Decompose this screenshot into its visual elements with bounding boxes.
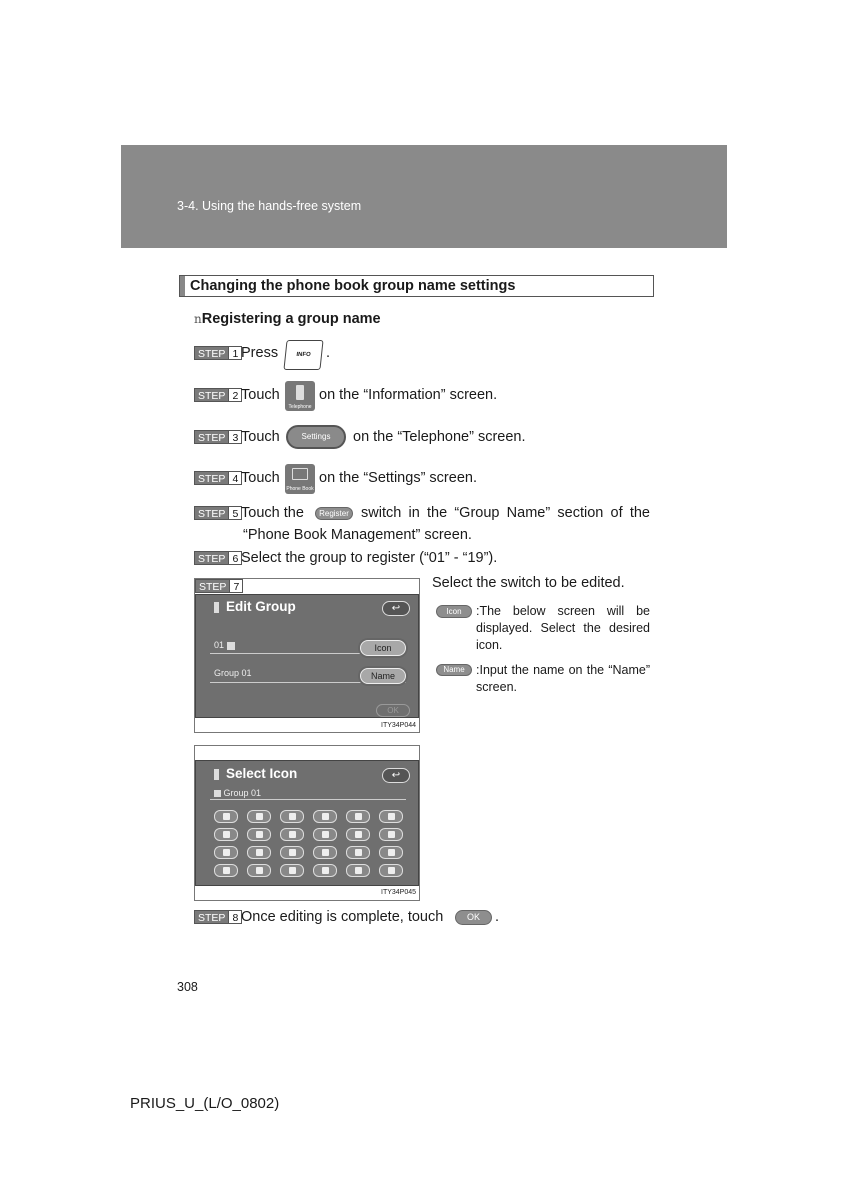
group-icon-option	[280, 864, 304, 877]
group-icon	[388, 813, 395, 820]
group-icon-option	[346, 810, 370, 823]
group-icon-option	[313, 810, 337, 823]
group-icon-option	[247, 846, 271, 859]
step-7-intro: Select the switch to be edited.	[432, 575, 625, 591]
step-8-text-post: .	[495, 909, 500, 925]
bullet-icon: n	[194, 312, 202, 326]
group-icon	[256, 867, 263, 874]
group-number-text: 01	[214, 640, 225, 650]
step-label: STEP	[194, 551, 229, 565]
phone-icon	[214, 602, 219, 613]
group-icon	[289, 831, 296, 838]
step-4-tag	[194, 471, 242, 485]
telephone-icon	[285, 381, 315, 411]
group-icon-option	[379, 864, 403, 877]
step-1-text-pre: Press	[241, 345, 279, 361]
page-number: 308	[177, 980, 198, 994]
step-5-tag	[194, 506, 242, 520]
edit-group-figure	[194, 578, 420, 733]
group-icon	[223, 813, 230, 820]
back-button: ↩	[382, 601, 410, 616]
chapter-heading: 3-4. Using the hands-free system	[177, 199, 362, 213]
name-description: :Input the name on the “Name” screen.	[476, 663, 650, 694]
group-icon	[223, 867, 230, 874]
footer-code: PRIUS_U_(L/O_0802)	[130, 1095, 280, 1112]
step-number: 7	[230, 579, 243, 593]
info-key-icon	[283, 340, 323, 370]
step-3-text-post: on the “Telephone” screen.	[353, 429, 526, 445]
step-5-text-pre: Touch the	[241, 505, 304, 521]
group-icon	[256, 813, 263, 820]
group-label-text: Group 01	[223, 788, 262, 798]
group-icon	[289, 849, 296, 856]
step-2-text-pre: Touch	[241, 387, 280, 403]
group-icon-option	[313, 828, 337, 841]
step-5-text-cont: “Phone Book Management” screen.	[243, 527, 472, 543]
subheading	[194, 311, 381, 327]
group-icon	[227, 642, 235, 650]
step-7-tag	[195, 579, 243, 593]
group-icon-option	[313, 846, 337, 859]
step-label: STEP	[194, 471, 229, 485]
group-icon-option	[313, 864, 337, 877]
select-icon-figure	[194, 745, 420, 901]
divider	[210, 799, 406, 800]
group-icon-option	[214, 846, 238, 859]
group-icon	[223, 849, 230, 856]
register-button-icon: Register	[315, 507, 353, 520]
group-icon-option	[379, 828, 403, 841]
group-icon	[322, 831, 329, 838]
step-label: STEP	[194, 430, 229, 444]
telephone-icon-caption: Telephone	[288, 404, 312, 410]
group-icon-option	[346, 846, 370, 859]
group-icon	[355, 849, 362, 856]
step-number: 4	[229, 471, 242, 485]
step-number: 6	[229, 551, 242, 565]
step-5-text-post: switch in the “Group Name” section of the	[361, 505, 650, 521]
step-number: 8	[229, 910, 242, 924]
step-6-text: Select the group to register (“01” - “19”).	[241, 550, 498, 566]
section-title	[179, 275, 654, 297]
ok-button: OK	[376, 704, 410, 717]
icon-button: Icon	[360, 640, 406, 656]
book-glyph	[292, 468, 308, 480]
step-label: STEP	[195, 579, 230, 593]
group-icon	[223, 831, 230, 838]
step-3-text-pre: Touch	[241, 429, 280, 445]
step-1-tag	[194, 346, 242, 360]
group-icon-option	[280, 828, 304, 841]
info-key-label: INFO	[296, 352, 311, 358]
step-4-text-post: on the “Settings” screen.	[319, 470, 477, 486]
group-icon	[322, 849, 329, 856]
group-icon	[355, 831, 362, 838]
group-icon	[289, 813, 296, 820]
settings-button-icon: Settings	[286, 425, 346, 449]
section-title-text: Changing the phone book group name settings	[190, 278, 516, 294]
group-icon-option	[346, 864, 370, 877]
phone-book-icon	[285, 464, 315, 494]
step-label: STEP	[194, 910, 229, 924]
group-icon-option	[247, 810, 271, 823]
edit-group-screen	[195, 594, 419, 718]
step-number: 3	[229, 430, 242, 444]
back-button: ↩	[382, 768, 410, 783]
group-icon	[214, 790, 221, 797]
step-label: STEP	[194, 346, 229, 360]
step-3-tag	[194, 430, 242, 444]
group-icon	[388, 849, 395, 856]
name-button: Name	[360, 668, 406, 684]
screen-title: Edit Group	[226, 599, 296, 614]
group-icon	[256, 831, 263, 838]
group-icon-option	[214, 828, 238, 841]
icon-description: :The below screen will be displayed. Select the desired icon.	[476, 604, 650, 652]
step-number: 5	[229, 506, 242, 520]
step-2-tag	[194, 388, 242, 402]
group-icon	[322, 867, 329, 874]
icon-button-ref: Icon	[436, 605, 472, 618]
group-name: Group 01	[214, 668, 252, 678]
header-band	[121, 145, 727, 248]
ok-button-icon: OK	[455, 910, 492, 925]
phone-glyph	[296, 385, 304, 400]
name-button-ref: Name	[436, 664, 472, 676]
step-6-tag	[194, 551, 242, 565]
group-icon-option	[379, 810, 403, 823]
group-icon-option	[214, 864, 238, 877]
group-icon-option	[346, 828, 370, 841]
group-icon-option	[280, 810, 304, 823]
step-2-text-post: on the “Information” screen.	[319, 387, 498, 403]
group-icon	[388, 867, 395, 874]
group-icon-option	[247, 864, 271, 877]
step-label: STEP	[194, 388, 229, 402]
subheading-text: Registering a group name	[201, 311, 381, 327]
phone-icon	[214, 769, 219, 780]
select-icon-screen	[195, 760, 419, 886]
group-icon	[355, 867, 362, 874]
phone-book-icon-caption: Phone Book	[286, 486, 314, 492]
step-number: 1	[229, 346, 242, 360]
step-8-text-pre: Once editing is complete, touch	[241, 909, 444, 925]
group-icon-option	[280, 846, 304, 859]
group-icon	[322, 813, 329, 820]
group-icon-option	[247, 828, 271, 841]
step-4-text-pre: Touch	[241, 470, 280, 486]
group-label	[214, 788, 261, 798]
group-icon	[289, 867, 296, 874]
step-8-tag	[194, 910, 242, 924]
image-code: ITY34P045	[381, 889, 417, 896]
group-icon-option	[214, 810, 238, 823]
group-icon	[388, 831, 395, 838]
step-number: 2	[229, 388, 242, 402]
group-number	[214, 640, 235, 650]
group-icon-option	[379, 846, 403, 859]
step-label: STEP	[194, 506, 229, 520]
section-title-bar	[180, 276, 185, 296]
image-code: ITY34P044	[381, 722, 417, 729]
screen-title: Select Icon	[226, 766, 298, 781]
group-icon	[355, 813, 362, 820]
group-icon	[256, 849, 263, 856]
step-1-text-post: .	[326, 345, 331, 361]
